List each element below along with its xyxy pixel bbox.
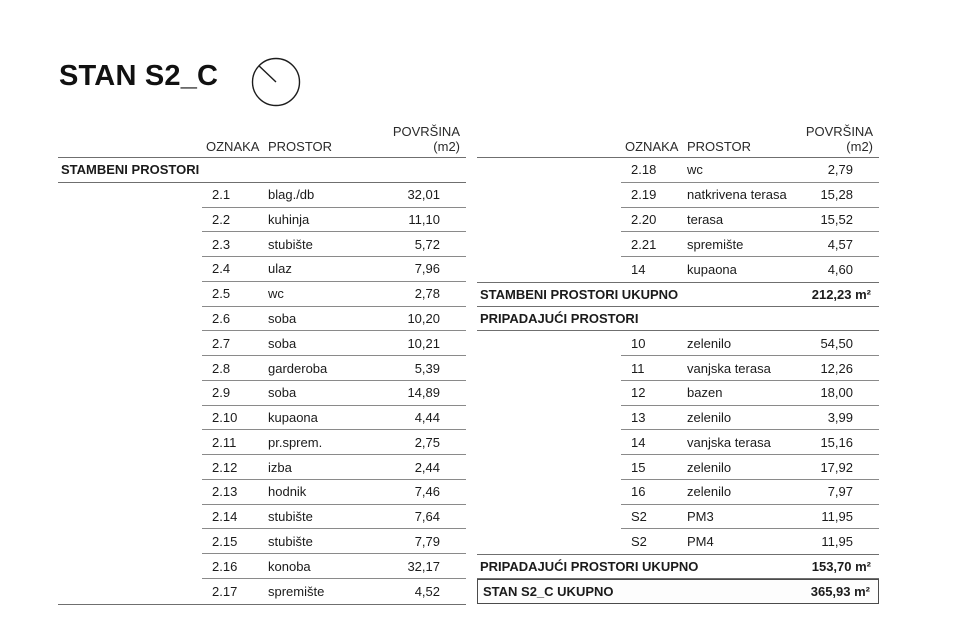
cell-prostor: vanjska terasa: [687, 434, 771, 450]
grand-total-value: 365,93 m²: [810, 583, 870, 599]
cell-prostor: natkrivena terasa: [687, 187, 787, 203]
cell-oznaka: 2.14: [212, 509, 238, 525]
table-row: [202, 480, 466, 505]
section-header-stambeni: STAMBENI PROSTORI: [58, 158, 466, 183]
table-row: [621, 232, 879, 257]
table-row: [621, 356, 879, 381]
table-header: [477, 124, 879, 158]
cell-povrsina: 12,26: [820, 360, 853, 376]
cell-prostor: zelenilo: [687, 459, 732, 475]
table-row: [621, 406, 879, 431]
table-row: [202, 307, 466, 332]
cell-prostor: garderoba: [268, 360, 328, 376]
cell-oznaka: 2.11: [212, 434, 237, 450]
cell-oznaka: S2: [631, 534, 647, 550]
stambeni-prostori-table: [58, 124, 466, 605]
cell-povrsina: 3,99: [827, 410, 853, 426]
cell-oznaka: 2.6: [212, 310, 231, 326]
col-header-povrsina: POVRŠINA (m2): [805, 124, 873, 154]
cell-oznaka: 2.5: [212, 286, 231, 302]
table-row: [202, 331, 466, 356]
cell-oznaka: 2.12: [212, 459, 238, 475]
cell-oznaka: 2.2: [212, 211, 231, 227]
cell-prostor: soba: [268, 310, 297, 326]
table-row: [202, 356, 466, 381]
col-header-oznaka: OZNAKA: [206, 139, 260, 154]
cell-povrsina: 32,01: [407, 187, 440, 203]
cell-povrsina: 2,78: [414, 286, 440, 302]
cell-oznaka: S2: [631, 509, 647, 525]
total-value: 212,23 m²: [811, 286, 871, 302]
cell-povrsina: 4,57: [827, 236, 853, 252]
cell-oznaka: 2.3: [212, 236, 231, 252]
table-row: [621, 455, 879, 480]
table-row: [621, 430, 879, 455]
table-row: [202, 282, 466, 307]
table-row: [621, 208, 879, 233]
cell-prostor: wc: [268, 286, 284, 302]
table-bottom-rule: [58, 604, 466, 605]
total-label: STAMBENI PROSTORI UKUPNO: [480, 286, 679, 302]
cell-povrsina: 2,75: [414, 434, 440, 450]
north-arrow-icon: [250, 56, 302, 108]
table-row: [202, 381, 466, 406]
cell-oznaka: 2.10: [212, 410, 238, 426]
section-header-pripadajuci: PRIPADAJUĆI PROSTORI: [477, 307, 879, 332]
table-row: [202, 257, 466, 282]
cell-povrsina: 5,39: [414, 360, 440, 376]
table-row: [202, 232, 466, 257]
table-row: [621, 257, 879, 282]
cell-povrsina: 15,16: [820, 434, 853, 450]
cell-prostor: izba: [268, 459, 292, 475]
cell-prostor: blag./db: [268, 187, 315, 203]
cell-prostor: spremište: [687, 236, 744, 252]
cell-oznaka: 13: [631, 410, 646, 426]
cell-prostor: PM4: [687, 534, 714, 550]
cell-oznaka: 2.8: [212, 360, 231, 376]
table-row: [621, 158, 879, 183]
right-summary-table: [477, 124, 879, 604]
cell-povrsina: 4,52: [414, 583, 440, 599]
cell-povrsina: 4,44: [414, 410, 440, 426]
grand-total-label: STAN S2_C UKUPNO: [483, 583, 614, 599]
cell-povrsina: 11,95: [821, 509, 853, 525]
cell-prostor: zelenilo: [687, 484, 732, 500]
cell-oznaka: 14: [631, 261, 646, 277]
table-row: [202, 579, 466, 604]
cell-prostor: bazen: [687, 385, 723, 401]
cell-prostor: hodnik: [268, 484, 307, 500]
cell-prostor: pr.sprem.: [268, 434, 323, 450]
cell-prostor: soba: [268, 335, 297, 351]
col-header-povrsina: POVRŠINA (m2): [392, 124, 460, 154]
cell-prostor: spremište: [268, 583, 325, 599]
table-row: [621, 331, 879, 356]
table-row: [621, 183, 879, 208]
cell-prostor: kuhinja: [268, 211, 310, 227]
cell-oznaka: 2.7: [212, 335, 231, 351]
table-row: [621, 505, 879, 530]
table-row: [202, 505, 466, 530]
cell-povrsina: 7,46: [414, 484, 440, 500]
cell-povrsina: 7,79: [414, 533, 440, 549]
cell-prostor: kupaona: [268, 410, 318, 426]
cell-oznaka: 14: [631, 434, 646, 450]
cell-prostor: stubište: [268, 236, 313, 252]
cell-prostor: vanjska terasa: [687, 360, 771, 376]
cell-povrsina: 5,72: [414, 236, 440, 252]
table-row: [202, 455, 466, 480]
cell-oznaka: 10: [631, 335, 646, 351]
table-row: [202, 183, 466, 208]
table-row: [202, 406, 466, 431]
cell-povrsina: 17,92: [820, 459, 853, 475]
cell-oznaka: 2.17: [212, 583, 238, 599]
cell-povrsina: 7,97: [827, 484, 853, 500]
cell-povrsina: 2,44: [414, 459, 440, 475]
table-row: [621, 381, 879, 406]
cell-prostor: kupaona: [687, 261, 737, 277]
cell-oznaka: 2.4: [212, 261, 231, 277]
cell-povrsina: 2,79: [827, 162, 853, 178]
cell-oznaka: 2.9: [212, 385, 231, 401]
table-row: [621, 529, 879, 554]
cell-prostor: zelenilo: [687, 410, 732, 426]
cell-prostor: stubište: [268, 533, 313, 549]
table-row: [202, 208, 466, 233]
total-label: PRIPADAJUĆI PROSTORI UKUPNO: [480, 559, 699, 575]
cell-povrsina: 32,17: [407, 558, 440, 574]
cell-povrsina: 14,89: [407, 385, 440, 401]
cell-prostor: wc: [687, 162, 703, 178]
cell-povrsina: 7,96: [414, 261, 440, 277]
grand-total-row: [477, 579, 879, 604]
cell-oznaka: 15: [631, 459, 646, 475]
cell-oznaka: 2.1: [212, 187, 231, 203]
col-header-prostor: PROSTOR: [268, 139, 333, 154]
table-row: [621, 480, 879, 505]
cell-oznaka: 11: [631, 360, 645, 376]
cell-prostor: soba: [268, 385, 297, 401]
cell-povrsina: 10,21: [407, 335, 440, 351]
table-row: [202, 430, 466, 455]
cell-oznaka: 2.21: [631, 236, 657, 252]
page-title: STAN S2_C: [59, 60, 219, 92]
cell-prostor: zelenilo: [687, 335, 732, 351]
cell-prostor: konoba: [268, 558, 311, 574]
cell-povrsina: 15,28: [820, 187, 853, 203]
cell-povrsina: 15,52: [820, 211, 853, 227]
table-row: [202, 554, 466, 579]
stambeni-total-row: [477, 282, 879, 307]
cell-povrsina: 10,20: [407, 310, 440, 326]
table-row: [202, 529, 466, 554]
table-header: [58, 124, 466, 158]
cell-povrsina: 7,64: [414, 509, 440, 525]
cell-povrsina: 4,60: [827, 261, 853, 277]
cell-prostor: stubište: [268, 509, 313, 525]
cell-prostor: terasa: [687, 211, 724, 227]
cell-oznaka: 2.20: [631, 211, 657, 227]
cell-oznaka: 12: [631, 385, 646, 401]
cell-povrsina: 11,10: [408, 211, 440, 227]
cell-prostor: PM3: [687, 509, 714, 525]
col-header-prostor: PROSTOR: [687, 139, 752, 154]
cell-prostor: ulaz: [268, 261, 292, 277]
cell-oznaka: 2.15: [212, 533, 238, 549]
cell-oznaka: 2.19: [631, 187, 657, 203]
cell-povrsina: 18,00: [820, 385, 853, 401]
total-value: 153,70 m²: [811, 559, 871, 575]
cell-povrsina: 11,95: [821, 534, 853, 550]
cell-oznaka: 2.13: [212, 484, 238, 500]
cell-oznaka: 16: [631, 484, 646, 500]
pripadajuci-total-row: [477, 554, 879, 579]
cell-oznaka: 2.16: [212, 558, 238, 574]
cell-oznaka: 2.18: [631, 162, 657, 178]
cell-povrsina: 54,50: [820, 335, 853, 351]
col-header-oznaka: OZNAKA: [625, 139, 679, 154]
